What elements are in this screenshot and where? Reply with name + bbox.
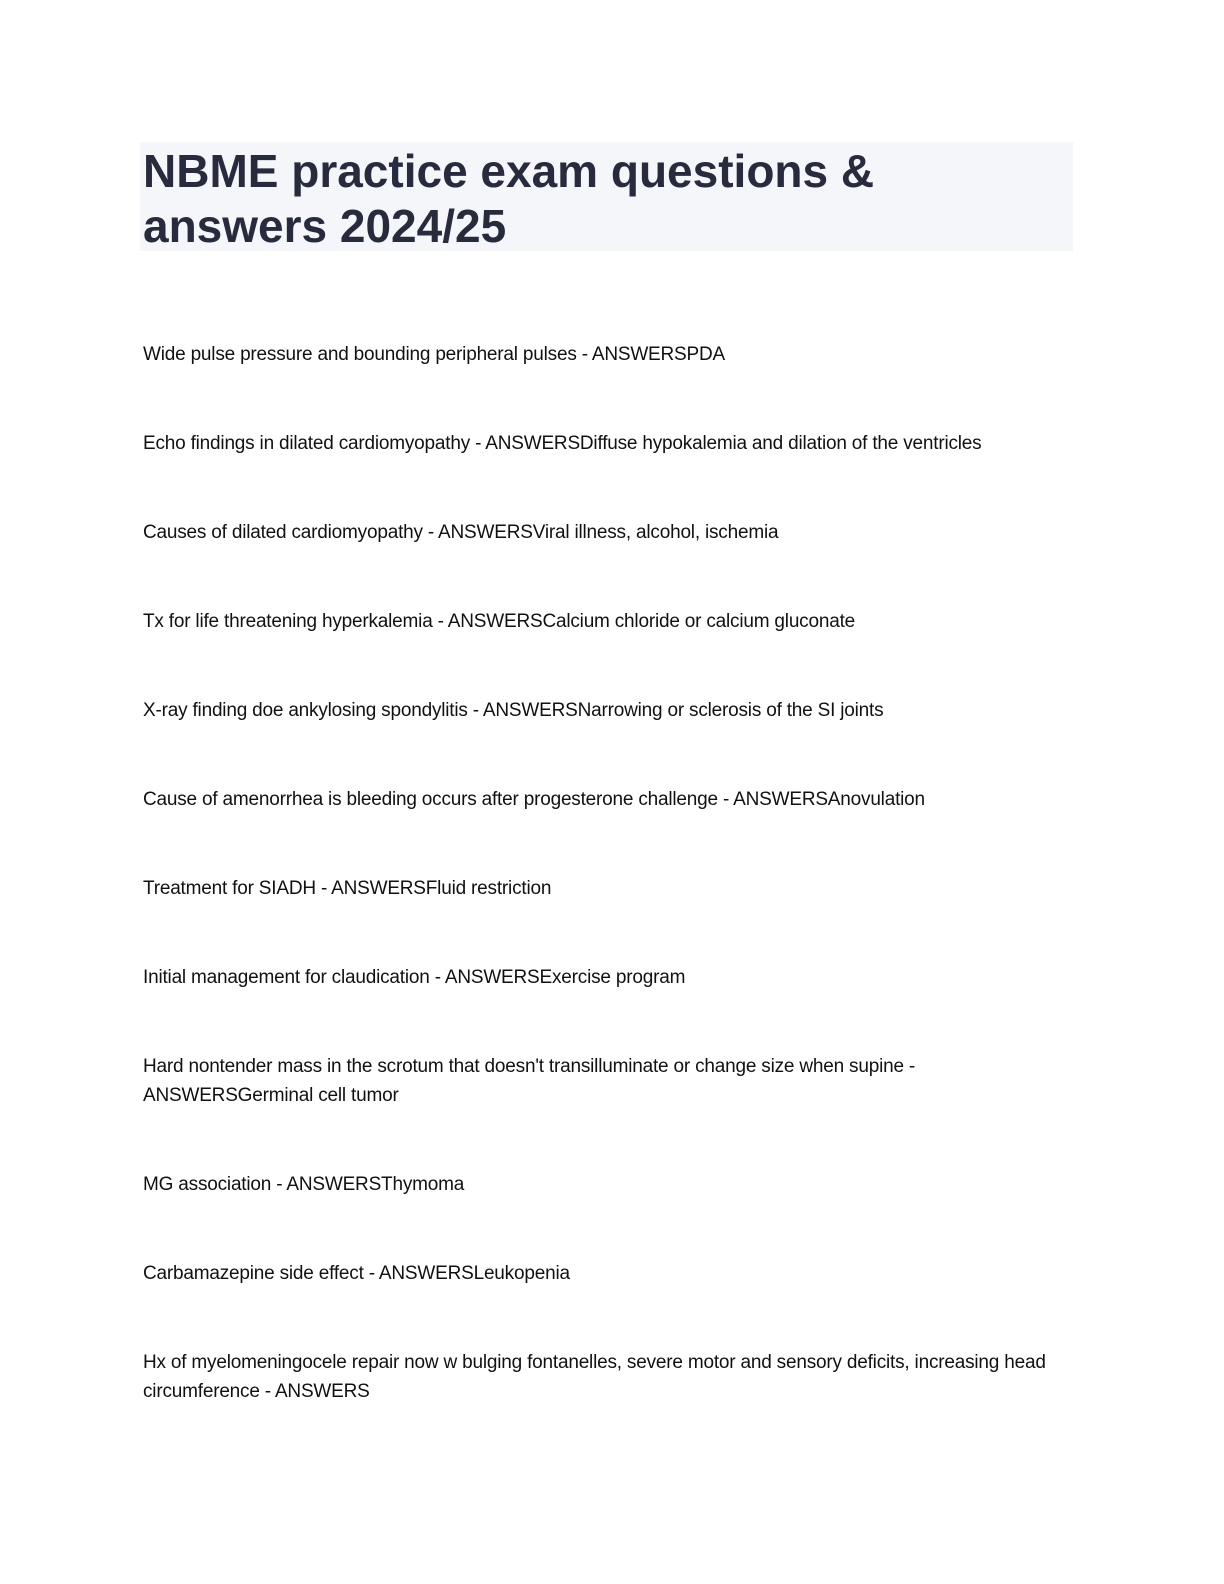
qa-item: Treatment for SIADH - ANSWERSFluid restriction <box>143 878 552 899</box>
qa-item: Hx of myelomeningocele repair now w bulging fontanelles, severe motor and sensory deficits, increasing head circumference - ANSWERS <box>143 1352 1046 1402</box>
qa-item: Hard nontender mass in the scrotum that doesn't transilluminate or change size when supine - ANSWERSGerminal cell tumor <box>143 1056 916 1106</box>
qa-item: Cause of amenorrhea is bleeding occurs after progesterone challenge - ANSWERSAnovulation <box>143 789 925 810</box>
qa-item: Initial management for claudication - ANSWERSExercise program <box>143 967 686 988</box>
qa-item: Carbamazepine side effect - ANSWERSLeukopenia <box>143 1263 570 1284</box>
qa-item: Echo findings in dilated cardiomyopathy - ANSWERSDiffuse hypokalemia and dilation of the ventricles <box>143 433 982 454</box>
qa-item: Wide pulse pressure and bounding peripheral pulses - ANSWERSPDA <box>143 344 725 365</box>
qa-item: Tx for life threatening hyperkalemia - ANSWERSCalcium chloride or calcium gluconate <box>143 611 856 632</box>
qa-item: MG association - ANSWERSThymoma <box>143 1174 465 1195</box>
document-title: NBME practice exam questions & answers 2024/25 <box>143 145 875 252</box>
qa-item: Causes of dilated cardiomyopathy - ANSWERSViral illness, alcohol, ischemia <box>143 522 779 543</box>
title-block <box>140 142 1073 251</box>
qa-item: X-ray finding doe ankylosing spondylitis - ANSWERSNarrowing or sclerosis of the SI joints <box>143 700 884 721</box>
